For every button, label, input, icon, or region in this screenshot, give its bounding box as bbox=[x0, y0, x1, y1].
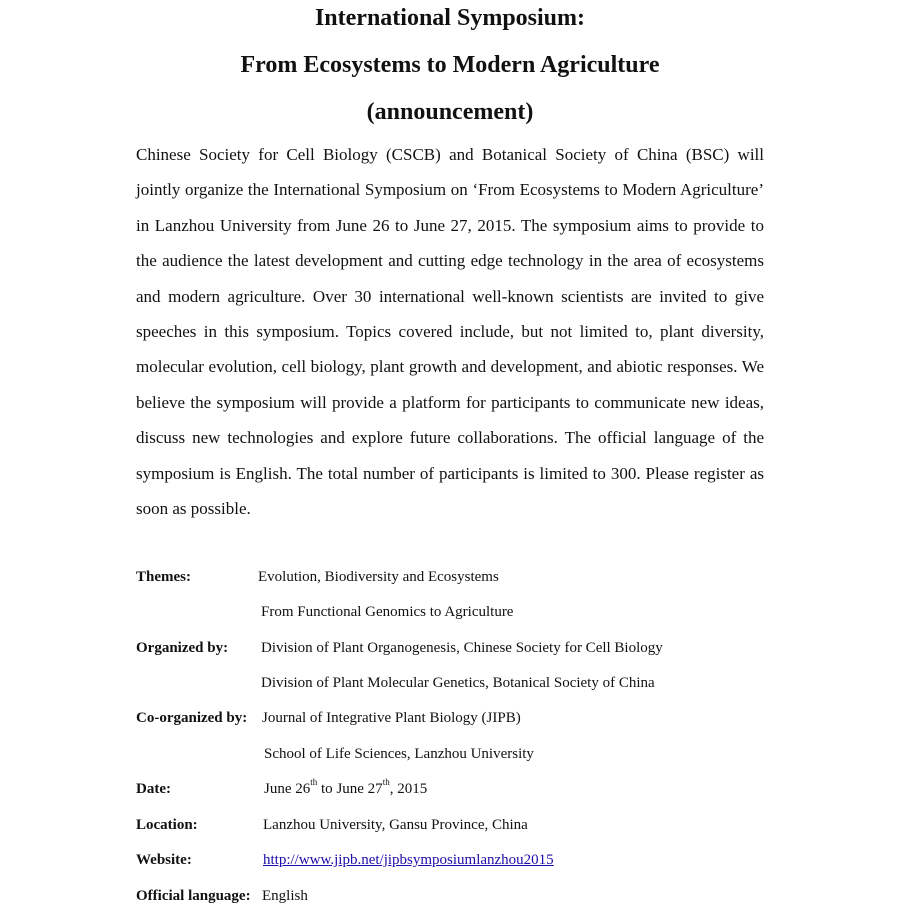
date-start: June 26 bbox=[264, 781, 311, 797]
organized-by-label: Organized by: bbox=[136, 640, 229, 656]
organizer-item: Division of Plant Organogenesis, Chinese Society for Cell Biology bbox=[261, 640, 663, 656]
language-label: Official language: bbox=[136, 888, 251, 904]
location-label: Location: bbox=[136, 817, 198, 833]
organizer-item: Division of Plant Molecular Genetics, Botanical Society of China bbox=[261, 675, 655, 691]
date-label: Date: bbox=[136, 781, 171, 797]
themes-label: Themes: bbox=[136, 569, 191, 585]
website-value bbox=[263, 850, 554, 870]
language-value: English bbox=[262, 888, 308, 904]
date-end-suffix: th bbox=[382, 777, 390, 787]
date-start-suffix: th bbox=[310, 777, 318, 787]
co-organizer-item: School of Life Sciences, Lanzhou University bbox=[264, 746, 534, 762]
theme-item: From Functional Genomics to Agriculture bbox=[261, 604, 514, 620]
date-end: June 27 bbox=[336, 781, 383, 797]
announcement-body: Chinese Society for Cell Biology (CSCB) and Botanical Society of China (BSC) will jointly organize the International Symposium on ‘From Ecosystems to Modern Agriculture’ in Lanzhou University from June 26 to June 27, 2015. The symposium aims to provide to the audience the latest development and cutting edge technology in the area of ecosystems and modern agriculture. Over 30 international well-known scientists are invited to give speeches in this symposium. Topics covered include, but not limited to, plant diversity, molecular evolution, cell biology, plant growth and development, and abiotic responses. We believe the symposium will provide a platform for participants to communicate new ideas, discuss new technologies and explore future collaborations. The official language of the symposium is English. The total number of participants is limited to 300. Please register as soon as possible. bbox=[136, 145, 764, 519]
website-label: Website: bbox=[136, 852, 192, 868]
website-link[interactable]: http://www.jipb.net/jipbsymposiumlanzhou2015 bbox=[263, 852, 554, 868]
title-line-3: (announcement) bbox=[366, 99, 534, 125]
theme-item: Evolution, Biodiversity and Ecosystems bbox=[258, 569, 499, 585]
location-value: Lanzhou University, Gansu Province, China bbox=[263, 817, 528, 833]
title-line-1: International Symposium: bbox=[314, 5, 586, 31]
co-organized-by-label: Co-organized by: bbox=[136, 710, 248, 726]
date-value bbox=[264, 779, 427, 799]
date-connector: to bbox=[317, 781, 337, 797]
title-line-2: From Ecosystems to Modern Agriculture bbox=[240, 52, 660, 78]
co-organizer-item: Journal of Integrative Plant Biology (JIPB) bbox=[262, 710, 521, 726]
date-year: , 2015 bbox=[389, 781, 428, 797]
